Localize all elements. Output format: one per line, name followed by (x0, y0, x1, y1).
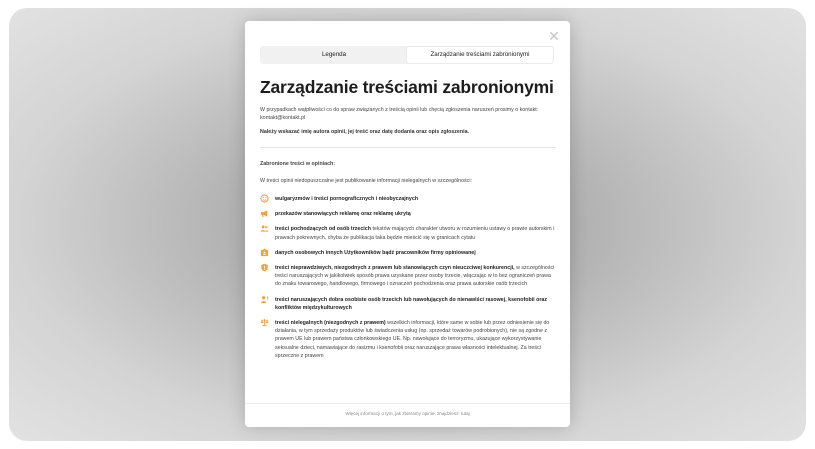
report-instructions: Należy wskazać imię autora opinii, jej treść oraz datę dodania oraz opis zgłoszenia. (260, 129, 469, 136)
list-item (260, 195, 556, 203)
close-icon[interactable]: ✕ (548, 28, 560, 44)
page-title: Zarządzanie treściami zabronionymi (260, 77, 554, 97)
list-item (260, 225, 556, 241)
list-item-text: treści naruszających dobra osobiste osób trzecich lub nawołujących do nienawiści rasowej, ksenofobii oraz konfliktów międzykulturowych (275, 296, 547, 311)
list-item (260, 296, 556, 312)
list-item (260, 249, 556, 257)
user-alert-icon (260, 295, 269, 304)
section-title: Zabronione treści w opiniach: (260, 160, 336, 167)
id-card-icon (260, 248, 269, 257)
tab-bar (260, 46, 554, 64)
megaphone-icon (260, 209, 269, 218)
list-item-text: treści nieprawdziwych, niezgodnych z prawem lub stanowiących czyn nieuczciwej konkurencji, w szczególności treści naruszających w jakikolwiek sposób prawa uzyskane przez osoby trzecie, włączając w to bez ograniczeń prawa do znaku towarowego, handlowego, firmowego i oznaczeń pochodzenia oraz prawa autorskie osób trzecich (275, 265, 555, 288)
tab-legend[interactable]: Legenda (321, 51, 347, 58)
list-item-text: danych osobowych innych Użytkowników bądź pracowników firmy opiniowanej (275, 249, 476, 256)
section-intro: W treści opinii niedopuszczalne jest publikowanie informacji nielegalnych w szczególności: (260, 177, 472, 184)
list-item-text: treści pochodzących od osób trzecich tekstów mających charakter utworu w rozumieniu ustawy o prawie autorskim i prawach pokrewnych, chyba że publikacja taka będzie mieścić się w granicach cytatu (275, 226, 555, 241)
list-item-text: wulgaryzmów i treści pornograficznych i nieobyczajnych (275, 196, 419, 203)
tab-forbidden-content[interactable]: Zarządzanie treściami zabronionymi (407, 47, 553, 63)
shield-icon (260, 263, 269, 272)
list-item-text: przekazów stanowiących reklamę oraz reklamę ukrytą (275, 211, 411, 218)
list-item (260, 264, 556, 289)
forbidden-content-modal (245, 21, 570, 427)
modal-content[interactable] (260, 76, 556, 398)
face-icon (260, 194, 269, 203)
list-item-text: treści nielegalnych (niezgodnych z prawem) wszelkich informacji, które same w sobie lub przez odniesienie się do działania, w tym sprzedaży produktów lub świadczenia usług (np. sprzedaż towarów podrobionych), nie są zgodne z prawem UE lub prawem państwa członkowskiego UE. Np. nawołujące do terroryzmu, ukazujące wykorzystywanie seksualne dzieci, namawiające do rasizmu i ksenofobii oraz naruszające prawa własności intelektualnej. Za treści sprzeczne z prawem (275, 320, 550, 359)
list-item (260, 319, 556, 360)
list-item (260, 210, 556, 218)
footer-info: Więcej informacji o tym, jak zbieramy opinie, znajdziesz: tutaj (245, 403, 570, 427)
contact-paragraph: W przypadkach wątpliwości co do spraw związanych z treścią opinii lub chęcią zgłoszenia naruszeń prosimy o kontakt: kontakt@kontakt.pl (260, 107, 539, 122)
users-icon (260, 224, 269, 233)
divider (260, 147, 556, 148)
scales-icon (260, 318, 269, 327)
